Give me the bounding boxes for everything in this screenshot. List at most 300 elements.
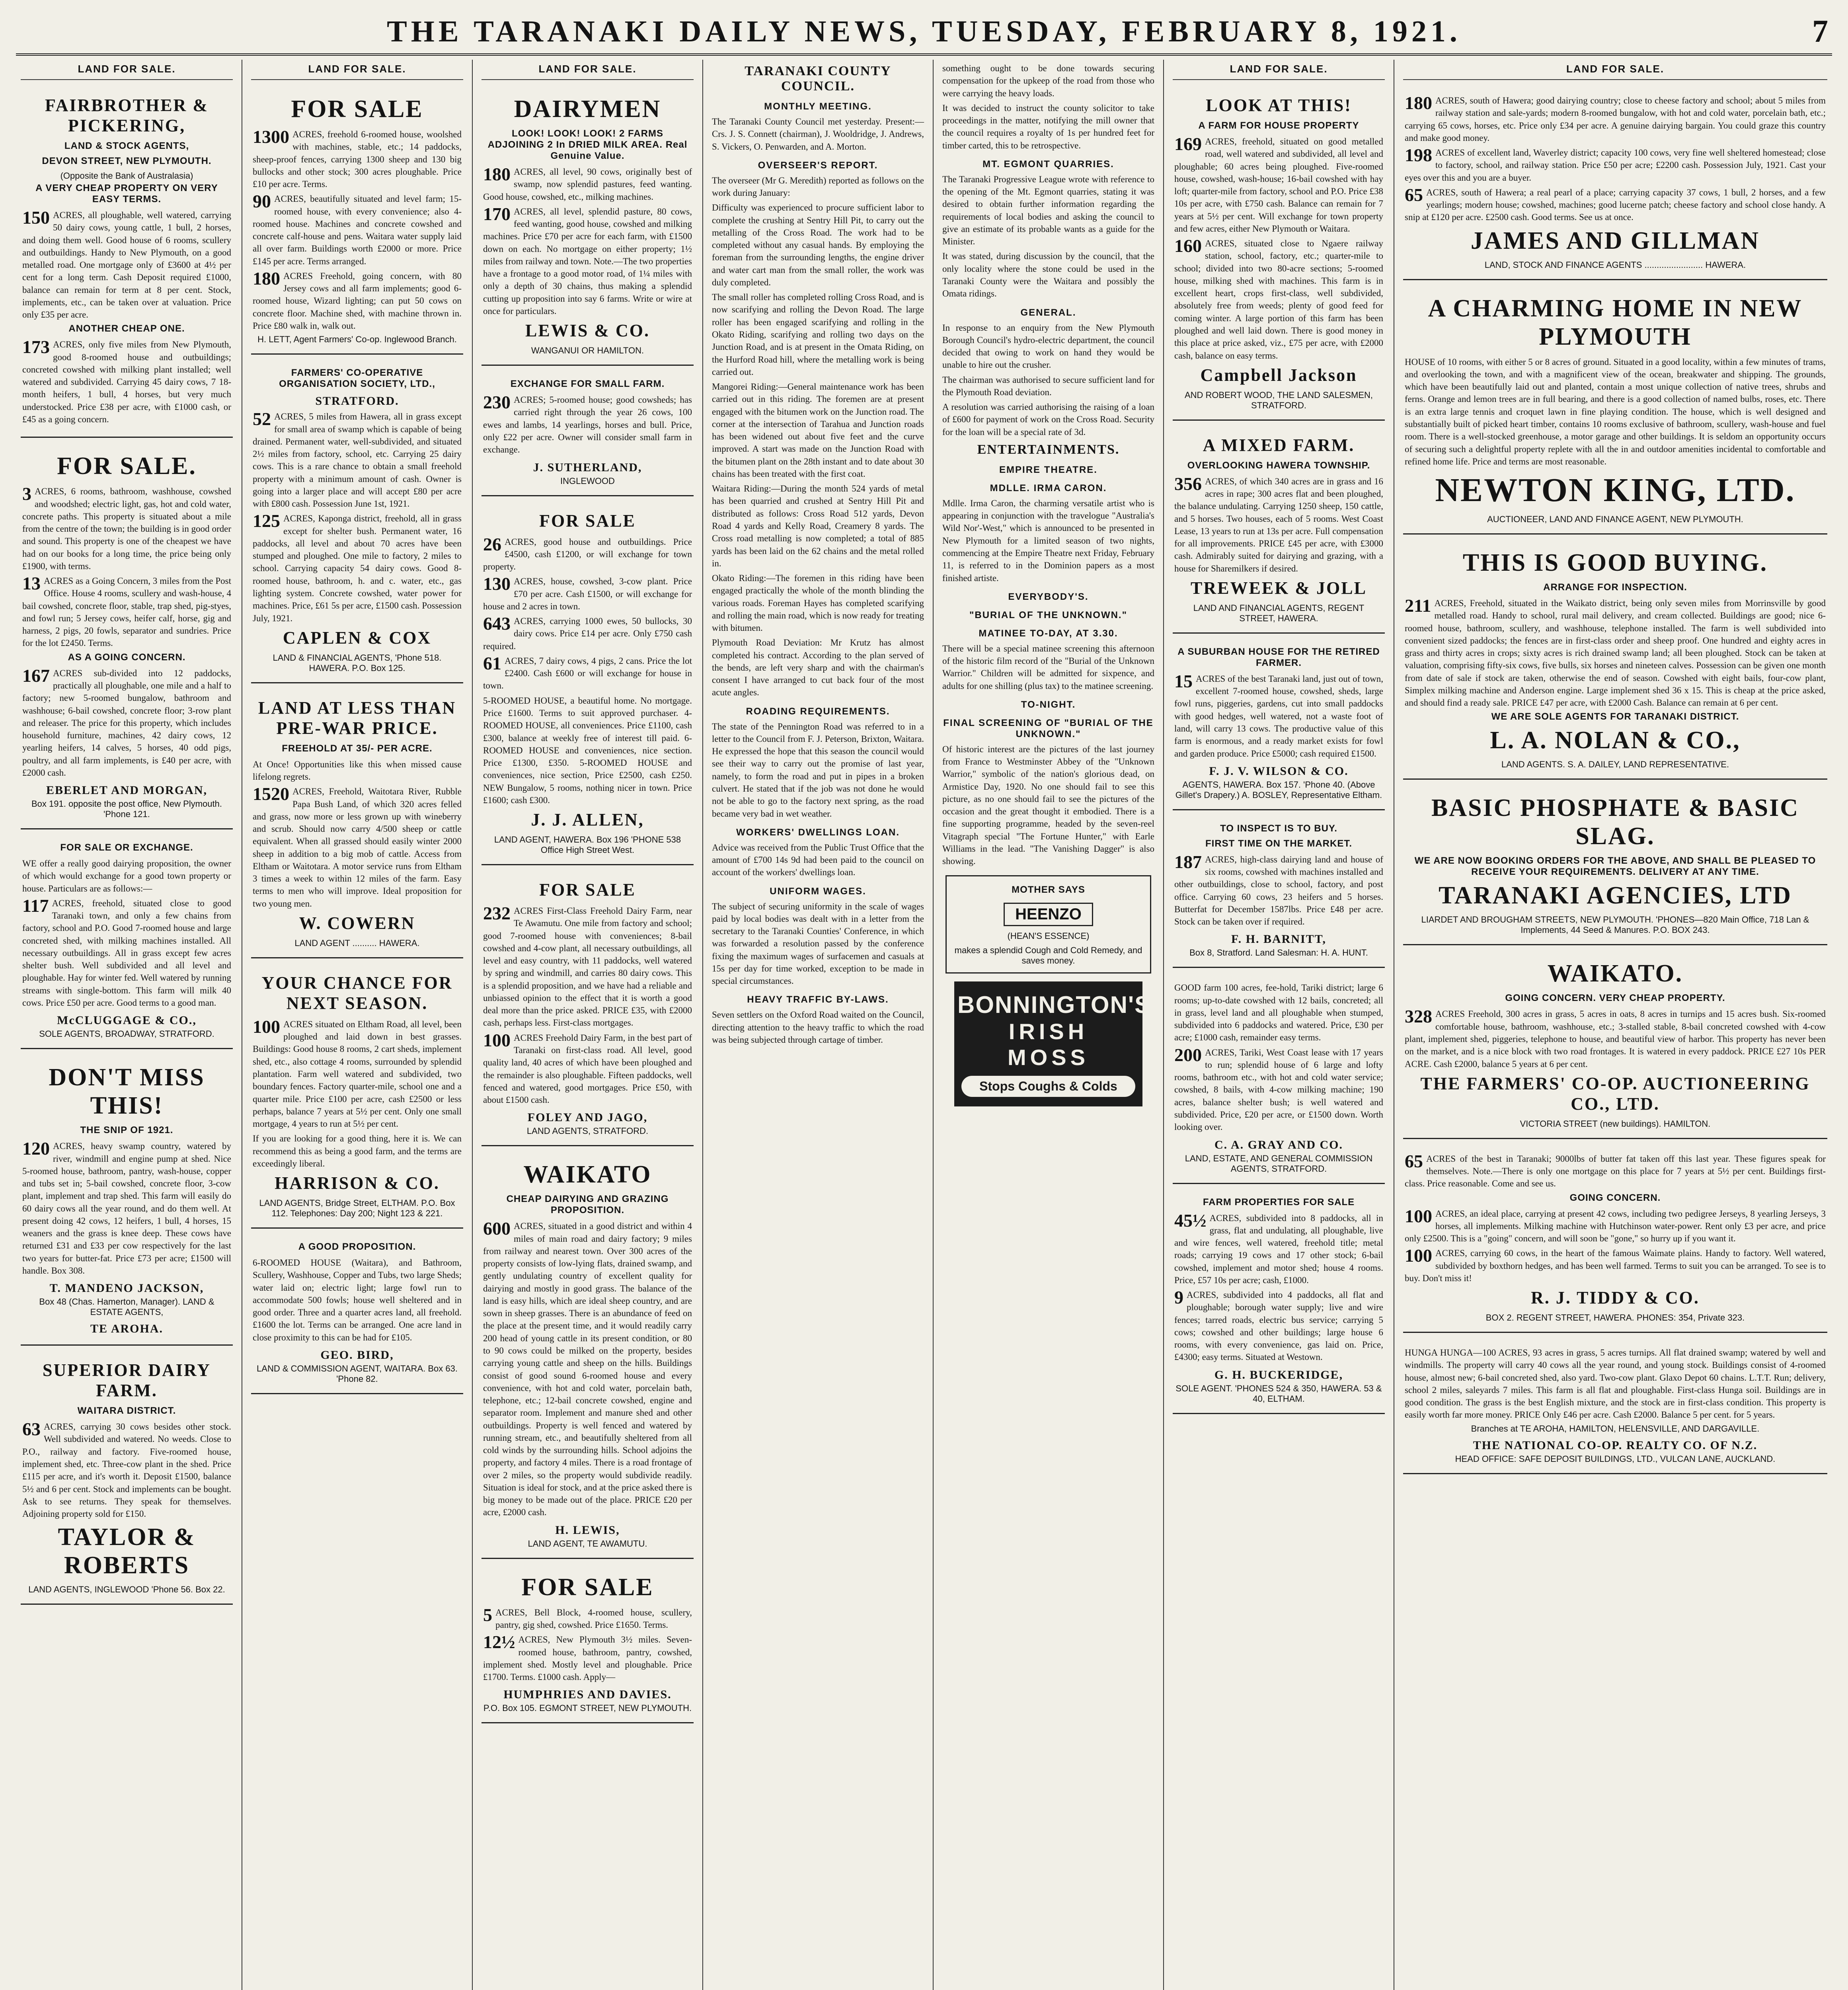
- listing-acres: 180: [483, 164, 511, 184]
- agent-sub: LAND, STOCK AND FINANCE AGENTS ........................ HAWERA.: [1484, 259, 1746, 270]
- listing-acres: 90: [253, 191, 271, 212]
- agent-sub: LAND AGENT .......... HAWERA.: [294, 938, 420, 948]
- listing-acres: 232: [483, 903, 511, 924]
- agent-name: EBERLET AND MORGAN,: [46, 784, 207, 797]
- listing-text: ACRES situated on Eltham Road, all level, been ploughed and laid down in best grasses. Buildings: Good house 8 rooms, 2 cart sheds, implement shed, etc., also cottage 4 rooms, surrounded by splendid plantation. Farm well watered and subdivided, two boundary fences. Factory quarter-mile, school one and a quarter mile. Price £100 per acre, cash £2500 or less perhaps, balance 7 years at 5½ per cent. Only one small mortgage, 4 years to run at 5½ per cent.: [253, 1019, 462, 1129]
- article-subheading: ROADING REQUIREMENTS.: [746, 706, 890, 717]
- ad-subheading: OVERLOOKING HAWERA TOWNSHIP.: [1187, 460, 1370, 471]
- article-paragraph: The subject of securing uniformity in the scale of wages paid by local bodies was dealt with in a letter from the secretary to the Taranaki Counties' Conference, in which was forwarded a resolution passed by the conference fixing the maximum wages of surfacemen and casuals at 15s per day for time worked, exception to be made in special circumstances.: [712, 901, 924, 986]
- listing-text: ACRES Freehold, 300 acres in grass, 5 acres in oats, 8 acres in turnips and 15 acres bush. Six-roomed comfortable house, bathroom, washhouse, etc.; 3-stalled stable, 8-bail concreted cowshed with 4-cow plant, implement shed, piggeries, telephone to house, and beautiful view of harbor. This property has never been on the market, and is a nice block with two road frontages. It is watered in every paddock. PRICE £27 10s PER ACRE. Cash £2000, balance 5 years at 6 per cent.: [1405, 1009, 1826, 1069]
- ad-heading: THIS IS GOOD BUYING.: [1462, 549, 1768, 577]
- ad-buckeridge: [1173, 1190, 1385, 1414]
- agent-town: STRATFORD.: [315, 394, 399, 408]
- listing: [22, 338, 231, 425]
- article-paragraph: The Taranaki County Council met yesterday. Present:—Crs. J. S. Connett (chairman), J. Wooldridge, J. Andrews, S. Vickers, O. Penwarden, and A. Morton.: [712, 117, 924, 152]
- listing-acres: 52: [253, 409, 271, 429]
- ad-heading: WAIKATO: [523, 1161, 652, 1188]
- listing-acres: 173: [22, 337, 50, 357]
- listing-text: 5-ROOMED HOUSE, a beautiful home. No mortgage. Price £1600. Terms to suit approved purchaser. 4-ROOMED HOUSE, all conveniences. Price £1100, cash £300, balance at weekly free of interest till paid. 6-ROOMED HOUSE and conveniences, nice section. Price £1300, £350. 5-ROOMED HOUSE and conveniences, nice section, Price £2500, cash £250. NEW Bungalow, 5 rooms, nothing nicer in town. Price £1600; cash £300.: [483, 695, 692, 805]
- listing-text: HUNGA HUNGA—100 ACRES, 93 acres in grass, 5 acres turnips. All flat drained swamp; watered by well and windmills. The property will carry 40 cows all the year round, and young stock. Buildings consist of 4-roomed house, almost new; 6-bail concreted shed, also yard. Two-cow plant. Glaxo Depot 60 chains. L.T.T. Run; delivery, school 2 miles, saleyards 7 miles. This farm is all flat and ploughable. First-class Hunga soil. Buildings are in good condition. The grass is the best English mixture, and the stock are in first-class condition. This property is easily worth far more money. PRICE Only £46 per acre. Cash £2000. Balance 5 per cent. for 5 years.: [1405, 1348, 1826, 1420]
- agent-name: HUMPHRIES AND DAVIES.: [503, 1688, 672, 1701]
- ad-treweek-joll: [1173, 426, 1385, 634]
- listing-acres: 187: [1174, 851, 1202, 872]
- listing-text: ACRES, subdivided into 4 paddocks, all flat and ploughable; borough water supply; live and wire fences; tarred roads, electric bus service; carrying 5 cows; cowshed and other buildings; large house 6 rooms, with every convenience, gas laid on. Price, £4300; easy terms. Situated at Westown.: [1174, 1290, 1383, 1362]
- article-paragraph: Advice was received from the Public Trust Office that the amount of £700 14s 9d had been paid to the council on account of the workers' dwellings loan.: [712, 842, 924, 878]
- article-paragraph: Waitara Riding:—During the month 524 yards of metal has been quarried and crushed at Sentry Hill Pit and distributed as follows: Cross Road 512 yards, Devon Road 4 yards and Kelly Road, Creamery 8 yards. The Cross road metalling is now completed; a total of 885 yards has been laid on the 62 chains and the metal rolled in.: [712, 484, 924, 568]
- agent-name: CAPLEN & COX: [283, 628, 432, 648]
- article-subheading: MONTHLY MEETING.: [764, 101, 872, 112]
- ad-heading: YOUR CHANCE FOR NEXT SEASON.: [261, 973, 453, 1013]
- agent-name: H. LEWIS,: [555, 1523, 620, 1537]
- ad-subheading: CHEAP DAIRYING AND GRAZING PROPOSITION.: [506, 1194, 669, 1216]
- ad-foley-jago: [481, 871, 694, 1146]
- ad-heading: FOR SALE.: [57, 453, 197, 480]
- ad-heading: A CHARMING HOME IN NEW PLYMOUTH: [1428, 295, 1803, 350]
- listing: [253, 785, 462, 910]
- agent-sub: LAND AGENT, TE AWAMUTU.: [528, 1538, 647, 1549]
- listing: [22, 209, 231, 321]
- listing-acres: 230: [483, 392, 511, 413]
- article-subheading: OVERSEER'S REPORT.: [758, 160, 878, 171]
- article-subheading: MT. EGMONT QUARRIES.: [982, 158, 1114, 170]
- ad-heading: EXCHANGE FOR SMALL FARM.: [510, 378, 665, 390]
- article-paragraph: A resolution was carried authorising the raising of a loan of £600 for payment of work on the Cross Road. Security for the loan will be a special rate of 3d.: [942, 402, 1154, 437]
- column-header: LAND FOR SALE.: [1173, 60, 1385, 80]
- listing-acres: 600: [483, 1218, 511, 1239]
- article-paragraph: Seven settlers on the Oxford Road waited on the Council, directing attention to the heavy traffic to which the road was being subjected through cartage of timber.: [712, 1010, 924, 1045]
- listing-acres: 45½: [1174, 1210, 1207, 1231]
- ad-tagline: makes a splendid Cough and Cold Remedy, and saves money.: [954, 945, 1142, 966]
- agent-name: F. H. BARNITT,: [1231, 933, 1326, 946]
- listing-text: ACRES Freehold, going concern, with 80 Jersey cows and all farm implements; good 6-roomed house, Wizard lighting; can put 50 cows on concrete floor. Machine shed, with machine thrown in. Price £80 walk in, walk out.: [253, 271, 462, 331]
- agent-sub: LAND & FINANCIAL AGENTS, 'Phone 518. HAWERA. P.O. Box 125.: [273, 652, 442, 673]
- listing: [22, 1420, 231, 1520]
- article-paragraph: Plymouth Road Deviation: Mr Krutz has almost completed his contract. According to the plan served of the bends, are left very sharp and with the chairman's consent I have arranged to cut back four of the most acute angles.: [712, 638, 924, 698]
- listing-text: ACRES, south of Hawera; a real pearl of a place; carrying capacity 37 cows, 1 bull, 2 horses, and a few yearlings; modern house; cowshed, machines; good lucerne patch; cheese factory and school close handy. A snip at £120 per acre. £2500 cash. Good terms. See us at once.: [1405, 187, 1826, 222]
- agent-name: Campbell Jackson: [1200, 365, 1357, 385]
- agent-sub: AUCTIONEER, LAND AND FINANCE AGENT, NEW PLYMOUTH.: [1487, 514, 1743, 525]
- agent-sub: LAND AGENTS, Bridge Street, ELTHAM. P.O. Box 112. Telephones: Day 200; Night 123 & 221.: [259, 1198, 455, 1219]
- page-number: 7: [1812, 14, 1828, 49]
- listing-acres: 1520: [253, 784, 289, 804]
- listing: [1174, 237, 1383, 362]
- article-paragraph: Mdlle. Irma Caron, the charming versatile artist who is appearing in conjunction with the travelogue "Australia's Wild Nor'-West," which is announced to be presented in New Plymouth for a limited season of two nights, commencing at the Empire Theatre next Friday, February 11, is referred to in the Dominion papers as a most finished artiste.: [942, 498, 1154, 583]
- agent-sub: SOLE AGENT. 'PHONES 524 & 350, HAWERA. 53 & 40, ELTHAM.: [1175, 1383, 1382, 1404]
- listing-acres: 12½: [483, 1632, 515, 1652]
- agent-sub: Box 8, Stratford. Land Salesman: H. A. HUNT.: [1189, 948, 1368, 958]
- bonningtons-ad: [954, 981, 1152, 1106]
- listing: [253, 1018, 462, 1130]
- ad-subheading: GOING CONCERN.: [1569, 1192, 1661, 1203]
- article-subheading: FINAL SCREENING OF "BURIAL OF THE UNKNOWN.": [943, 717, 1154, 739]
- ad-bird: [251, 1234, 463, 1394]
- listing-text: ACRES, all ploughable, well watered, carrying 50 dairy cows, young cattle, 1 bull, 2 horses, and doing them well. Good house of 6 rooms, scullery and outbuildings. Handy to New Plymouth, on a good metalled road. One mortgage only of £3600 at 4½ per cent for a long term. Cash Deposit required £1000, balance can remain for term at 8 per cent. Stock, implements, etc., can be taken over at valuation. Price only £35 per acre.: [22, 210, 231, 320]
- agent-name: FOLEY AND JAGO,: [527, 1111, 648, 1124]
- listing: [483, 905, 692, 1029]
- ad-taranaki-agencies: [1403, 785, 1827, 945]
- listing-text: ACRES, situated close to Ngaere railway station, school, factory, etc.; quarter-mile to school; divided into two 80-acre sections; 5-roomed house, milking shed with machines. This farm is in excellent heart, crops first-class, well subdivided, absolutely free from weeds; plenty of good feed for coming winter. A large portion of this farm has been ploughed and well laid down. There is good money in this place at price asked, viz., £75 per acre, with £2000 cash, balance on easy terms.: [1174, 238, 1383, 361]
- listing-text: ACRES, 6 rooms, bathroom, washhouse, cowshed and woodshed; electric light, gas, hot and cold water, concrete paths. This property is situated about a mile from the centre of the town; the building is in good order and sound. This property is one of the cheapest we have had on our books for a long time, the price being only £1900, with terms.: [22, 486, 231, 571]
- ad-heading: A MIXED FARM.: [1203, 435, 1355, 455]
- listing: [253, 410, 462, 510]
- ad-taylor-roberts: [21, 1351, 233, 1605]
- ad-heading: FOR SALE: [539, 880, 636, 900]
- listing-text: If you are looking for a good thing, here it is. We can recommend this as being a good farm, and the terms are exceedingly liberal.: [253, 1134, 462, 1169]
- article-title: TARANAKI COUNTY COUNCIL.: [745, 64, 891, 94]
- listing-acres: 65: [1405, 1151, 1423, 1171]
- listing-text: ACRES, high-class dairying land and house of six rooms, cowshed with machines installed and other outbuildings, close to school, factory, and post office. Carrying 60 cows, 23 heifers and 5 horses. Butterfat for December 1587lbs. Price £48 per acre. Stock can be taken over if required.: [1174, 854, 1383, 927]
- agent-sub: LAND, ESTATE, AND GENERAL COMMISSION AGENTS, STRATFORD.: [1185, 1153, 1373, 1174]
- listing-acres: 160: [1174, 236, 1202, 256]
- listing-acres: 100: [253, 1016, 280, 1037]
- ad-lewis: [481, 86, 694, 366]
- listing-acres: 100: [483, 1030, 511, 1050]
- listing-acres: 100: [1405, 1245, 1432, 1266]
- ad-heading: FARM PROPERTIES FOR SALE: [1203, 1196, 1355, 1208]
- ad-james-gillman: [1403, 86, 1827, 280]
- ad-subheading: A FARM FOR HOUSE PROPERTY: [1198, 120, 1359, 131]
- listing: [253, 270, 462, 332]
- listing: [1174, 1289, 1383, 1364]
- listing-text: ACRES, all level, 90 cows, originally best of swamp, now splendid pastures, feed wanting. Good house, cowshed, etc., milking machines.: [483, 167, 692, 202]
- listing-acres: 643: [483, 613, 511, 634]
- agent-name: TAYLOR & ROBERTS: [58, 1524, 196, 1579]
- article-subheading: UNIFORM WAGES.: [770, 886, 866, 897]
- listing-acres: 356: [1174, 473, 1202, 494]
- ad-subheading: WE ARE NOW BOOKING ORDERS FOR THE ABOVE, AND SHALL BE PLEASED TO RECEIVE YOUR REQUIREMENTS. DELIVERY AT ANY TIME.: [1414, 855, 1816, 878]
- ad-heading: FOR SALE OR EXCHANGE.: [60, 842, 193, 853]
- listing-text: ACRES, subdivided into 8 paddocks, all in grass, flat and undulating, all ploughable, live and wire fences, well watered, freehold title; metal roads; carrying 19 cows and 17 other stock; 6-bail cowshed, implement and motor shed; house 4 rooms. Price, £57 10s per acre; cash, £1000.: [1174, 1213, 1383, 1285]
- article-subheading: MDLLE. IRMA CARON.: [990, 482, 1107, 494]
- column-header: LAND FOR SALE.: [1403, 60, 1827, 80]
- listing-acres: 117: [22, 895, 49, 916]
- listing-text: ACRES, Freehold, situated in the Waikato district, being only seven miles from Morrinsville by good metalled road. Handy to school, rural mail delivery, and cream collected. Buildings are good; nice 6-roomed house, bathroom, scullery, and washhouse, telephone installed. The farm is well subdivided into convenient sized paddocks; the fences are in first-class order and sheep proof. One hundred and eighty acres in grass and thirty acres in crops; sixty acres is rich drained swamp land; all been ploughed. Stock can be taken at valuation, comprising fifty-six cows, five bulls, six horses and nineteen calves. Possession can be given one month from date of sale if stock are taken, otherwise the end of season. Cowshed with eight bails, four-cow plant, Simplex milking machine and Anderson engine. Large implement shed 36 x 15. This is cheap at the price asked, and should find a ready sale. PRICE £47 per acre, with £2000 Cash. Balance can remain at 6 per cent.: [1405, 598, 1826, 708]
- ad-heading: MOTHER SAYS: [1012, 884, 1085, 896]
- agent-name: J. SUTHERLAND,: [533, 460, 642, 474]
- ad-tiddy: [1403, 1145, 1827, 1333]
- ad-heading: BASIC PHOSPHATE & BASIC SLAG.: [1431, 794, 1799, 850]
- listing-text: ACRES, freehold, situated on good metalled road, well watered and subdivided, all level and ploughable; 60 acres being ploughed. Five-roomed house, cowshed, wash-house; 16-bail cowshed with hay loft; quarter-mile from factory, school and P.O. Price £38 10s per acre, with £750 cash. Balance can remain for 7 years at 5½ per cent. Will exchange for town property and few acres, either New Plymouth or Waitara.: [1174, 137, 1383, 234]
- ad-subheading: LOOK! LOOK! LOOK! 2 FARMS ADJOINING 2 In DRIED MILK AREA. Real Genuine Value.: [487, 128, 688, 161]
- article-subheading: WORKERS' DWELLINGS LOAN.: [736, 827, 900, 838]
- listing: [253, 128, 462, 190]
- agent-name: THE NATIONAL CO-OP. REALTY CO. OF N.Z.: [1473, 1438, 1758, 1452]
- ad-heading: FOR SALE: [291, 96, 423, 123]
- article-paragraph: Mangorei Riding:—General maintenance work has been carried out in this riding. The foremen are at present engaged with the bitumen work on the Junction road. The corner at the intersection of Tarahua and Junction roads has been widened out about five feet and the curve improved. A start was made on the Junction Road with the bitumen plant on the 28th instant and to date about 30 chains has been treated with the first coat.: [712, 382, 924, 479]
- listing: [483, 394, 692, 456]
- listing-text: ACRES sub-divided into 12 paddocks, practically all ploughable, one mile and a half to factory; new 5-roomed bungalow, bathroom and washhouse; 6-bail cowshed, concrete floor; 3-row plant and releaser. The price for this property, which includes household furniture, machines, 42 dairy cows, 12 yearling heifers, 14 calves, 5 horses, 40 odd pigs, poultry, and all farm implements, is £40 per acre, with £2000 cash.: [22, 668, 231, 778]
- heenzo-logo: HEENZO: [1004, 903, 1093, 926]
- listing-text: ACRES, carrying 1000 ewes, 50 bullocks, 30 dairy cows. Price £14 per acre. Only £750 cash required.: [483, 616, 692, 651]
- listing-acres: 150: [22, 207, 50, 228]
- agent-sub: Box 48 (Chas. Hamerton, Manager). LAND & ESTATE AGENTS,: [39, 1297, 214, 1317]
- agent-name: GEO. BIRD,: [320, 1348, 394, 1362]
- listing: [483, 655, 692, 692]
- ad-subheading: FREEHOLD AT 35/- PER ACRE.: [282, 743, 433, 754]
- column-3: [473, 60, 703, 1990]
- article-paragraph: The Taranaki Progressive League wrote with reference to the opening of the Mt. Egmont quarries, stating it was desired to obtain further information regarding the requirements of local bodies and asking the council to give an estimate of its probable wants as a guide for the Minister.: [942, 174, 1154, 247]
- ad-allen: [481, 502, 694, 866]
- listing-acres: 180: [253, 268, 280, 289]
- agent-name: NEWTON KING, LTD.: [1435, 472, 1795, 509]
- article-paragraph: It was stated, during discussion by the council, that the only locality where the stone could be used in the Taranaki County were the Waitara and possibly the Omata ridings.: [942, 251, 1154, 299]
- columns: [12, 60, 1836, 1990]
- article-paragraph: Difficulty was experienced to procure sufficient labor to complete the crushing at Sentry Hill Pit, to carry out the metalling of the Cross Road. The work had to be completed without any casual hands. By employing the foreman from the surrounding lengths, the engine driver and water cart man from the small roller, the work was duly completed.: [712, 203, 924, 287]
- ad-subheading: WE ARE SOLE AGENTS FOR TARANAKI DISTRICT.: [1491, 711, 1739, 722]
- listing-text: ACRES, Bell Block, 4-roomed house, scullery, pantry, gig shed, cowshed. Price £1650. Terms.: [495, 1607, 692, 1630]
- listing-text: ACRES, an ideal place, carrying at present 42 cows, including two pedigree Jerseys, 8 yearling Jerseys, 3 horses, all implements. Milking machine with Hutchinson water-power. Rent only £3 per acre, and price only £2500. This is a "going" concern, and will soon be "gone," so hurry up if you want it.: [1405, 1208, 1826, 1244]
- listing-acres: 130: [483, 574, 511, 594]
- listing-text: ACRES as a Going Concern, 3 miles from the Post Office. House 4 rooms, scullery and wash-house, 4 bail cowshed, concrete floor, stable, trap shed, pig-styes, and fowl run; 5 Jersey cows, heifer calf, horse, gig and harness, 2 pigs, 20 fowls, separator and sundries. Price for the lot £2450. Terms.: [22, 576, 231, 648]
- listing-text: ACRES, situated in a good district and within 4 miles of main road and dairy factory; 9 miles from railway and nearest town. Over 300 acres of the property consists of low-lying flats, drained swamp, and gently undulating country of excellent quality for dairying and mostly in good grass. The balance of the land is easy hills, which are ideal sheep country, and are sown in sheep grasses. There is an abundance of feed on the place at the present time, and it would readily carry 200 head of young cattle in its present condition, or 80 to 90 cows could be milked on the property, besides carrying young cattle and sheep on the hills. Buildings consist of good sound 6-roomed house and every convenience, with hot and cold water, porcelain bath, telephone, etc.; 12-bail concrete cowshed, engine and separator room. Implement and manure shed and other outbuildings. Property is well fenced and watered by running stream, etc., and beautifully sheltered from all cold winds by the surrounding hills. School adjoins the property, and factory 4 miles. There is a road frontage of over 2 miles, so the property would subdivide readily. Situation is ideal for stock, and at the price asked there is big money to be made out of the place. PRICE £20 per acre, £2000 cash.: [483, 1221, 692, 1518]
- entertainments-title: ENTERTAINMENTS.: [977, 442, 1120, 457]
- listing-text: ACRES, New Plymouth 3½ miles. Seven-roomed house, bathroom, pantry, cowshed, implement shed. Mostly level and ploughable. Price £1700. Terms. £1000 cash. Apply—: [483, 1635, 692, 1682]
- agent-name: LEWIS & CO.: [525, 321, 650, 341]
- agent-sub: LAND AGENTS, STRATFORD.: [526, 1126, 649, 1136]
- listing: [1405, 1247, 1826, 1284]
- listing-text: ACRES First-Class Freehold Dairy Farm, near Te Awamutu. One mile from factory and school; good 7-roomed house with conveniences; 8-bail cowshed and 4-cow plant, all necessary outbuildings, all level and easy country, with 11 paddocks, well watered by spring and windmill, and carries 80 dairy cows. This is a splendid proposition, and we have had a reliable and unbiassed opinion to the effect that it is worth a good deal more than the price asked. PRICE £35, with £2000 cash, perhaps less. First-class mortgages.: [483, 906, 692, 1028]
- listing-text: ACRES, of which 340 acres are in grass and 16 acres in rape; 300 acres flat and been ploughed, the balance undulating. Carrying 1250 sheep, 150 cattle, and 5 horses. Two houses, each of 5 rooms. West Coast Lease, 13 years to run at 13s per acre. Full compensation for all improvements. PRICE £45 per acre, with £3000 cash. Admirably suited for dairying and grazing, with a house for Sharemilkers if desired.: [1174, 476, 1383, 574]
- ad-lett: [251, 86, 463, 355]
- heenzo-ad: [945, 875, 1151, 974]
- listing-text: ACRES, Kaponga district, freehold, all in grass except for shelter bush. Permanent water, 16 paddocks, all level and about 70 acres have been stumped and ploughed. One mile to factory, 2 miles to school. Carrying capacity 54 dairy cows. Good 8-roomed house, bathroom, h. and c. water, etc., gas lighting system. Concrete cowshed, water power for machines. Price, £61 5s per acre, £1500 cash. Possession July, 1921.: [253, 513, 462, 623]
- ad-subheading: THE SNIP OF 1921.: [80, 1125, 173, 1136]
- listing: [1174, 1046, 1383, 1134]
- article-subheading: HEAVY TRAFFIC BY-LAWS.: [747, 994, 889, 1005]
- column-2: [242, 60, 473, 1990]
- article-paragraph: something ought to be done towards securing compensation for the upkeep of the road from those who were carrying the heavy loads.: [942, 63, 1154, 98]
- ad-heading: A GOOD PROPOSITION.: [298, 1241, 416, 1253]
- agent-sub: AND ROBERT WOOD, THE LAND SALESMEN, STRATFORD.: [1184, 390, 1373, 410]
- agent-name: R. J. TIDDY & CO.: [1531, 1288, 1700, 1308]
- ad-campbell-jackson: [1173, 86, 1385, 421]
- article-paragraph: In response to an enquiry from the New Plymouth Borough Council's hydro-electric department, the council decided that owing to work on hand they would be unable to hire out the crusher.: [942, 322, 1154, 370]
- masthead: [16, 10, 1832, 56]
- ad-heading: AS A GOING CONCERN.: [68, 652, 186, 663]
- ad-farmers-coop: [251, 360, 463, 683]
- listing: [483, 1032, 692, 1106]
- listing-acres: 63: [22, 1419, 41, 1440]
- ad-barnitt: [1173, 816, 1385, 968]
- listing: [483, 166, 692, 203]
- listing-acres: 125: [253, 511, 280, 531]
- listing-text: ACRES, freehold, situated close to good Taranaki town, and only a few chains from factory, school and P.O. Good 7-roomed house and large concreted shed, with milking machines installed. All necessary outbuildings. All in grass except few acres shelter bush. Well subdivided and all level and ploughable. Hay for winter fed. Well watered by running streams with single-bottom. This farm will milk 40 cows. Price £50 per acre. Good terms to a good man.: [22, 898, 231, 1008]
- listing-acres: 3: [22, 484, 31, 504]
- agent-name: HARRISON & CO.: [275, 1173, 440, 1193]
- column-1: [12, 60, 242, 1990]
- listing: [1405, 1208, 1826, 1245]
- listing-acres: 120: [22, 1138, 50, 1159]
- agent-branches: Branches at TE AROHA, HAMILTON, HELENSVILLE, AND DARGAVILLE.: [1471, 1423, 1760, 1434]
- column-7: [1394, 60, 1836, 1990]
- agent-name: T. MANDENO JACKSON,: [49, 1282, 204, 1295]
- listing-text: ACRES of the best in Taranaki; 9000lbs of butter fat taken off this last year. These figures speak for themselves. Note.—There is only one mortgage on this place for 7 years at 5½ per cent. Buildings first-class. Price reasonable. Come and see us.: [1405, 1153, 1826, 1189]
- agent-address: DEVON STREET, NEW PLYMOUTH.: [42, 156, 212, 166]
- agent-sub: INGLEWOOD: [560, 476, 615, 486]
- ad-heading: DAIRYMEN: [514, 96, 661, 123]
- agent-name: FAIRBROTHER & PICKERING,: [45, 96, 209, 135]
- column-header: LAND FOR SALE.: [481, 60, 694, 80]
- agent-sub: BOX 2. REGENT STREET, HAWERA. PHONES: 354, Private 323.: [1485, 1313, 1745, 1323]
- listing: [1405, 94, 1826, 144]
- listing-text: ACRES; 5-roomed house; good cowsheds; has carried right through the year 26 cows, 100 ewes and lambs, 14 yearlings, horses and bull. Price, only £22 per acre. Owner will consider small farm in exchange.: [483, 395, 692, 455]
- listing: [22, 575, 231, 650]
- ad-subheading: (HEAN'S ESSENCE): [1007, 931, 1090, 941]
- listing-acres: 200: [1174, 1044, 1202, 1065]
- ad-heading: LOOK AT THIS!: [1206, 96, 1352, 115]
- article-subheading: MATINEE TO-DAY, AT 3.30.: [979, 628, 1118, 639]
- agent-sub: VICTORIA STREET (new buildings). HAMILTON.: [1520, 1118, 1711, 1129]
- article-paragraph: The chairman was authorised to secure sufficient land for the Plymouth Road deviation.: [942, 375, 1154, 397]
- column-header: LAND FOR SALE.: [21, 60, 233, 80]
- listing: [22, 485, 231, 572]
- listing: [1174, 135, 1383, 235]
- ad-heading: TO INSPECT IS TO BUY.: [1220, 823, 1337, 834]
- column-6: [1164, 60, 1394, 1990]
- column-5: [934, 60, 1164, 1990]
- agent-sub: LAND & COMMISSION AGENT, WAITARA. Box 63. 'Phone 82.: [257, 1364, 458, 1384]
- ad-wilson: [1173, 639, 1385, 810]
- article-subheading: "BURIAL OF THE UNKNOWN.": [969, 609, 1127, 620]
- agent-sub: LAND AGENTS, INGLEWOOD 'Phone 56. Box 22.: [28, 1584, 225, 1595]
- listing-acres: 65: [1405, 184, 1423, 205]
- agent-name: G. H. BUCKERIDGE,: [1214, 1368, 1343, 1381]
- agent-name: C. A. GRAY AND CO.: [1214, 1138, 1343, 1151]
- listing-text: ACRES, 5 miles from Hawera, all in grass except for small area of swamp which is capable of being drained. Permanent water, well-subdivided, and situated 2½ miles from factory, school, etc. Carrying 25 dairy cows. This is a rare chance to obtain a small freehold property with a minimum amount of cash. Owner is going into a larger place and will accept £80 per acre with £800 cash. Possession June 1st, 1921.: [253, 412, 462, 509]
- listing-text: ACRES of the best Taranaki land, just out of town, excellent 7-roomed house, cowshed, sheds, large fowl runs, piggeries, gardens, cut into small paddocks with good hedges, well watered, not a waste foot of land, will carry 13 cows. The productive value of this farm is enormous, and a ready market exists for fowl and garden produce. Price £5000; cash required £1500.: [1174, 673, 1383, 759]
- ad-heading: DON'T MISS THIS!: [49, 1064, 205, 1120]
- ad-heading: FOR SALE: [521, 1573, 654, 1601]
- ad-subheading: GOING CONCERN. VERY CHEAP PROPERTY.: [1505, 993, 1725, 1004]
- agent-sub: LAND & STOCK AGENTS,: [64, 140, 189, 151]
- listing-text: WE offer a really good dairying proposition, the owner of which would exchange for a good town property or house. Particulars are as follows:—: [22, 858, 231, 894]
- agent-name: McCLUGGAGE & CO.,: [57, 1014, 197, 1027]
- ad-eberlet: [21, 443, 233, 829]
- listing: [22, 897, 231, 1009]
- listing-text: ACRES, house, cowshed, 3-cow plant. Price £70 per acre. Cash £1500, or will exchange for house and 2 acres in town.: [483, 576, 692, 611]
- agent-sub: LAND AGENTS. S. A. DAILEY, LAND REPRESENTATIVE.: [1501, 759, 1729, 770]
- listing-text: HOUSE of 10 rooms, with either 5 or 8 acres of ground. Situated in a good locality, within a few minutes of trams, and overlooking the town, and with a magnificent view of the ocean, breakwater and shipping. The grounds, which have been beautifully laid out and planted, contain a most unique collection of native trees, shrubs and ferns. Orange and lemon trees are in full bearing, and there is a good collection of named bulbs, roses, etc. There is an extra large tennis and croquet lawn in fine playing condition. The house, which is well designed and substantially built of picked heart timber, contains 10 rooms exclusive of bathroom, scullery, wash-house and fuel room. There is a well-stocked greenhouse, a motor garage and other buildings. It is seldom an opportunity occurs of securing such a delightful property replete with all the in and outdoor amenities incidental to comfortable and refined home life. Price and terms are most reasonable.: [1405, 357, 1826, 466]
- listing: [483, 1606, 692, 1631]
- listing-acres: 328: [1405, 1006, 1432, 1027]
- ad-gray: [1173, 974, 1385, 1184]
- bonningtons-irish: IRISH: [1008, 1019, 1088, 1044]
- ad-nolan: [1403, 540, 1827, 780]
- column-4: [703, 60, 934, 1990]
- listing-acres: 169: [1174, 134, 1202, 154]
- agent-sub: HEAD OFFICE: SAFE DEPOSIT BUILDINGS, LTD., VULCAN LANE, AUCKLAND.: [1455, 1453, 1776, 1464]
- listing: [1405, 146, 1826, 184]
- ad-mandeno-jackson: [21, 1055, 233, 1346]
- ad-heading: LAND AT LESS THAN PRE-WAR PRICE.: [258, 698, 456, 738]
- ad-sutherland: [481, 371, 694, 496]
- listing: [253, 193, 462, 267]
- listing: [22, 667, 231, 779]
- agent-address-note: (Opposite the Bank of Australasia): [60, 171, 193, 181]
- listing: [483, 1220, 692, 1518]
- listing-acres: 61: [483, 653, 501, 673]
- agent-town: TE AROHA.: [90, 1322, 164, 1336]
- listing-text: 6-ROOMED HOUSE (Waitara), and Bathroom, Scullery, Washhouse, Copper and Tubs, two large Sheds; water laid on; electric light; large fowl run to accommodate 500 fowls; house well sheltered and in good order. Three and a quarter acres land, all freehold. £1600 the lot. Terms can be arranged. One acre land in close proximity to this can be had for £105.: [253, 1258, 462, 1342]
- ad-heading: A VERY CHEAP PROPERTY ON VERY EASY TERMS.: [35, 183, 218, 205]
- listing-acres: 100: [1405, 1206, 1432, 1226]
- listing: [483, 575, 692, 613]
- listing: [483, 536, 692, 573]
- listing-acres: 15: [1174, 671, 1193, 691]
- article-subheading: GENERAL.: [1020, 307, 1076, 318]
- agent-name: F. J. V. WILSON & CO.: [1209, 764, 1349, 778]
- agent-sub: SOLE AGENTS, BROADWAY, STRATFORD.: [39, 1029, 214, 1039]
- agent-sub: LAND AND FINANCIAL AGENTS, REGENT STREET, HAWERA.: [1193, 603, 1365, 623]
- ad-heading: FOR SALE: [539, 511, 636, 531]
- listing: [1405, 1153, 1826, 1190]
- listing-acres: 13: [22, 573, 41, 594]
- listing-text: ACRES, freehold 6-roomed house, woolshed with machines, stable, etc.; 14 paddocks, sheep-proof fences, carrying 1300 sheep and 130 big bullocks and other stock; 300 acres ploughable. Price £10 per acre. Terms.: [253, 129, 462, 189]
- bonningtons-brand: BONNINGTON'S: [957, 991, 1152, 1018]
- listing-text: ACRES, good house and outbuildings. Price £4500, cash £1200, or will exchange for town property.: [483, 537, 692, 572]
- listing: [22, 1140, 231, 1277]
- ad-subheading: ARRANGE FOR INSPECTION.: [1543, 582, 1687, 593]
- ad-harrison: [251, 964, 463, 1229]
- bonningtons-moss: MOSS: [1008, 1045, 1089, 1070]
- listing-text: ACRES, only five miles from New Plymouth, good 8-roomed house and outbuildings; concreted cowshed with milking plant installed; well watered and subdivided. Carrying 45 dairy cows, 7 18-month heifers, 1 bull, 4 horses, but very much understocked. Price £38 per acre, with £1000 cash, or £45 as a going concern.: [22, 339, 231, 424]
- listing: [483, 1633, 692, 1683]
- agent-name: THE FARMERS' CO-OP. AUCTIONEERING CO., LTD.: [1420, 1073, 1810, 1114]
- agent-name: W. COWERN: [299, 913, 415, 933]
- ad-subheading: WAITARA DISTRICT.: [77, 1405, 176, 1416]
- listing-text: ACRES, Freehold, Waitotara River, Rubble Papa Bush Land, of which 320 acres felled and grass, now more or less grown up with wineberry and scrub. Should now carry 4/500 sheep or cattle equivalent. When all grassed should easily winter 2000 sheep in addition to a big mob of cattle. Access from Eltham or Waitotara. A motor service runs from Eltham 3 times a week to within 12 miles of the farm. Easy terms to men who will improve. Ideal proposition for two young men.: [253, 786, 462, 909]
- agent-name: JAMES AND GILLMAN: [1470, 227, 1760, 254]
- listing-acres: 211: [1405, 595, 1431, 616]
- listing: [1174, 673, 1383, 760]
- ad-subheading: FIRST TIME ON THE MARKET.: [1205, 838, 1352, 849]
- ad-heading: A SUBURBAN HOUSE FOR THE RETIRED FARMER.: [1177, 646, 1380, 668]
- listing-acres: 1300: [253, 127, 289, 147]
- agent-sub: LAND AGENT, HAWERA. Box 196 'PHONE 538 Office High Street West.: [494, 835, 681, 855]
- article-subheading: EVERYBODY'S.: [1008, 591, 1089, 602]
- listing-text: ACRES, carrying 60 cows, in the heart of the famous Waimate plains. Handy to factory. Well watered, subdivided by boxthorn hedges, and has been well farmed. Terms to suit you can be arranged. To see is to buy. Don't miss it!: [1405, 1248, 1826, 1283]
- article-subheading: TO-NIGHT.: [1021, 699, 1076, 710]
- article-paragraph: Okato Riding:—The foremen in this riding have been engaged practically the whole of the month blinding the various roads. Foreman Hayes has completed scarifying and rolling the main road, which is now ready for treating with bitumen.: [712, 573, 924, 633]
- ad-h-lewis: [481, 1152, 694, 1559]
- ad-farmers-coop-auctioneering: [1403, 951, 1827, 1139]
- agent-sub: WANGANUI OR HAMILTON.: [531, 345, 644, 356]
- column-header: LAND FOR SALE.: [251, 60, 463, 80]
- listing: [1405, 1008, 1826, 1070]
- ad-heading: WAIKATO.: [1547, 960, 1683, 987]
- ad-cowern: [251, 689, 463, 958]
- ad-heading: SUPERIOR DAIRY FARM.: [42, 1360, 211, 1401]
- ad-heading: ANOTHER CHEAP ONE.: [68, 323, 185, 334]
- listing: [1405, 186, 1826, 224]
- ad-mccluggage: [21, 835, 233, 1049]
- listing-acres: 180: [1405, 93, 1432, 113]
- agent-sub: H. LETT, Agent Farmers' Co-op. Inglewood Branch.: [257, 334, 457, 345]
- article-paragraph: The overseer (Mr G. Meredith) reported as follows on the work during January:: [712, 175, 924, 198]
- listing-text: ACRES, Tariki, West Coast lease with 17 years to run; splendid house of 6 large and lofty rooms, bathroom etc., with hot and cold water service; cowshed, 8 bails, with 4-cow milking machine; 190 acres, balance shelter bush; is well watered and subdivided. Price, £20 per acre, or £1500 down. Worth looking over.: [1174, 1047, 1383, 1132]
- listing: [1405, 597, 1826, 709]
- newspaper-title: THE TARANAKI DAILY NEWS, TUESDAY, FEBRUARY 8, 1921.: [387, 14, 1461, 48]
- article-paragraph: Of historic interest are the pictures of the last journey from France to Westminster Abbey of the "Unknown Warrior," symbolic of the nation's glorious dead, on Armistice Day, 1920. No one should fail to see this picture, as no one should fail to see the pictures of the occasion and the great thought it embodied. There is a fine supporting programme, headed by the seven-reel Vitagraph special "The Fortune Hunter," with Earle Williams in the lead. "The Vanishing Dagger" is also showing.: [942, 744, 1154, 866]
- listing-acres: 167: [22, 665, 50, 686]
- agent-name: TARANAKI AGENCIES, LTD: [1439, 882, 1792, 909]
- listing-text: ACRES of excellent land, Waverley district; capacity 100 cows, very fine well sheltered homestead; close to factory, school, and railway station. Price £50 per acre; £2200 cash. Possession July, 1921. Cast your eyes over this and you are a buyer.: [1405, 148, 1826, 183]
- article-paragraph: It was decided to instruct the county solicitor to take proceedings in the matter, notifying the mill owner that the council requires a royalty of 1s per hundred feet for timber carted, this to be retrospective.: [942, 103, 1154, 150]
- listing-acres: 9: [1174, 1287, 1183, 1308]
- agent-sub: P.O. Box 105. EGMONT STREET, NEW PLYMOUTH.: [483, 1703, 692, 1713]
- agent-sub: Box 191. opposite the post office, New Plymouth. 'Phone 121.: [31, 799, 222, 819]
- listing: [1174, 1212, 1383, 1287]
